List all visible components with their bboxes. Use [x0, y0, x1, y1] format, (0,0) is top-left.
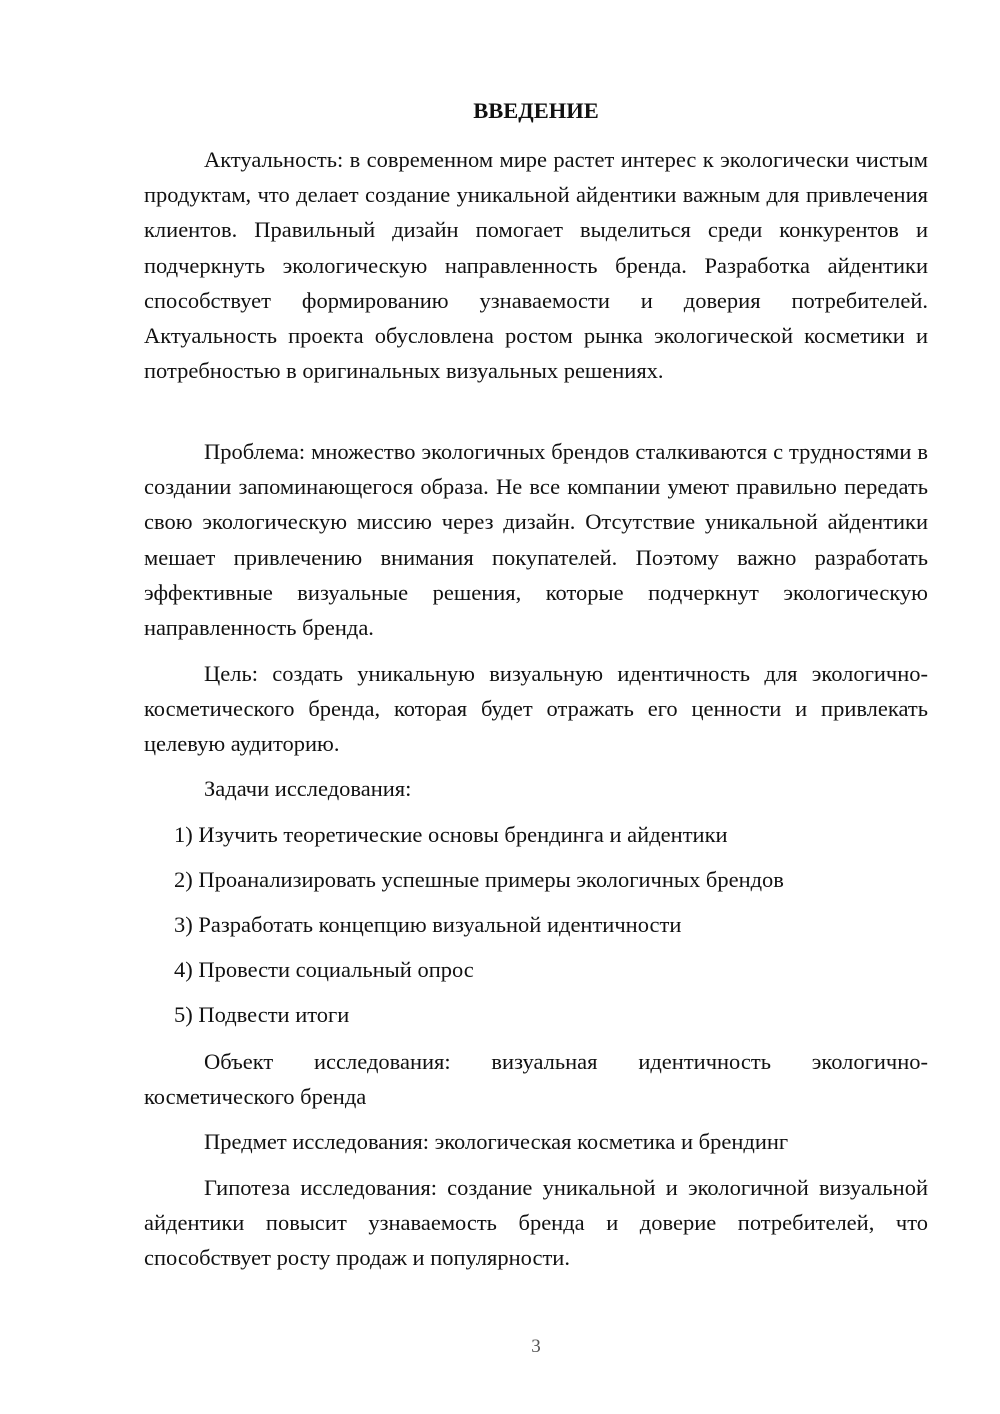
paragraph-subject: Предмет исследования: экологическая косметика и брендинг [204, 1129, 789, 1154]
document-title: ВВЕДЕНИЕ [473, 98, 599, 123]
list-item-task-4: 4) Провести социальный опрос [174, 957, 474, 982]
list-item-task-2: 2) Проанализировать успешные примеры экологичных брендов [174, 867, 784, 892]
list-item-task-1: 1) Изучить теоретические основы брендинга и айдентики [174, 822, 728, 847]
page-number: 3 [531, 1336, 541, 1357]
paragraph-problem: Проблема: множество экологичных брендов сталкиваются с трудностями в создании запоминающегося образа. Не все компании умеют правильно передать свою экологическую миссию через дизайн. Отсутствие уникальной айдентики мешает привлечению внимания покупателей. Поэтому важно разработать эффективные визуальные решения, которые подчеркнут экологическую направленность бренда. [144, 439, 928, 641]
paragraph-object: Объект исследования: визуальная идентичность экологично-косметического бренда [144, 1049, 928, 1110]
list-item-task-5: 5) Подвести итоги [174, 1002, 350, 1027]
paragraph-goal: Цель: создать уникальную визуальную идентичность для экологично-косметического бренда, которая будет отражать его ценности и привлекать целевую аудиторию. [144, 661, 928, 757]
paragraph-relevance: Актуальность: в современном мире растет интерес к экологически чистым продуктам, что делает создание уникальной айдентики важным для привлечения клиентов. Правильный дизайн помогает выделиться среди конкурентов и подчеркнуть экологическую направленность бренда. Разработка айдентики способствует формированию узнаваемости и доверия потребителей. Актуальность проекта обусловлена ростом рынка экологической косметики и потребностью в оригинальных визуальных решениях. [144, 147, 928, 384]
tasks-heading: Задачи исследования: [204, 776, 412, 801]
list-item-task-3: 3) Разработать концепцию визуальной идентичности [174, 912, 682, 937]
paragraph-hypothesis: Гипотеза исследования: создание уникальной и экологичной визуальной айдентики повысит узнаваемость бренда и доверие потребителей, что способствует росту продаж и популярности. [144, 1175, 928, 1271]
